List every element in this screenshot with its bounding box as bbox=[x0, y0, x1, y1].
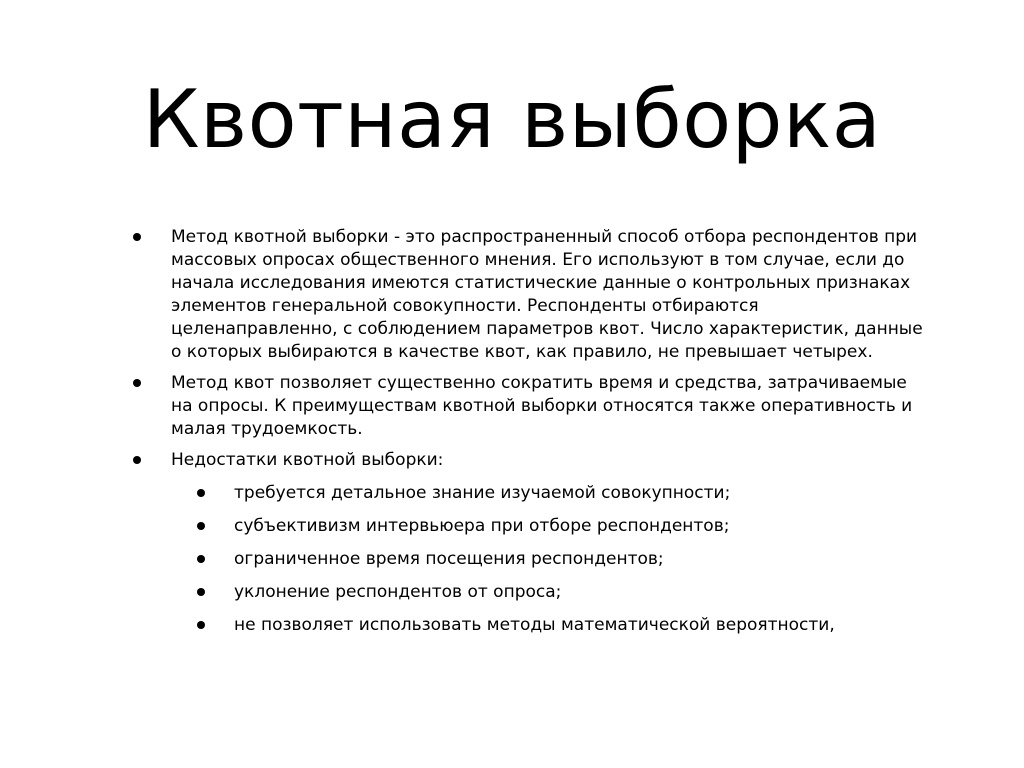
list-item bbox=[130, 449, 930, 472]
bullet-text: Метод квотной выборки - это распространенный способ отбора респондентов при массовых опросах общественного мнения. Его используют в том случае, если до начала исследования имеются статистические данные о контрольных признаках элементов генеральной совокупности. Респонденты отбираются целенаправленно, с соблюдением параметров квот. Число характеристик, данные о которых выбираются в качестве квот, как правило, не превышает четырех. bbox=[171, 227, 923, 362]
bullet-dot-icon bbox=[197, 522, 205, 530]
bullet-dot-icon bbox=[197, 555, 205, 563]
sub-list-item bbox=[130, 515, 930, 538]
sub-bullet-text: не позволяет использовать методы математической вероятности, bbox=[234, 615, 835, 635]
sub-bullet-list bbox=[130, 482, 930, 637]
bullet-list bbox=[130, 226, 930, 472]
bullet-dot-icon bbox=[197, 489, 205, 497]
sub-list-item bbox=[130, 482, 930, 505]
bullet-text: Недостатки квотной выборки: bbox=[171, 450, 444, 470]
list-item bbox=[130, 226, 930, 364]
bullet-dot-icon bbox=[133, 456, 141, 464]
sub-list-item bbox=[130, 614, 930, 637]
bullet-dot-icon bbox=[197, 588, 205, 596]
sub-bullet-text: ограниченное время посещения респондентов; bbox=[234, 549, 664, 569]
sub-bullet-text: уклонение респондентов от опроса; bbox=[234, 582, 562, 602]
sub-list-item bbox=[130, 548, 930, 571]
list-item bbox=[130, 372, 930, 441]
slide-content bbox=[130, 226, 930, 647]
bullet-dot-icon bbox=[133, 233, 141, 241]
bullet-dot-icon bbox=[197, 621, 205, 629]
bullet-text: Метод квот позволяет существенно сократить время и средства, затрачиваемые на опросы. К преимуществам квотной выборки относятся также оперативность и малая трудоемкость. bbox=[171, 373, 913, 439]
slide-title: Квотная выборка bbox=[142, 73, 882, 166]
sub-list-item bbox=[130, 581, 930, 604]
sub-bullet-text: требуется детальное знание изучаемой совокупности; bbox=[234, 483, 731, 503]
sub-bullet-text: субъективизм интервьюера при отборе респондентов; bbox=[234, 516, 730, 536]
bullet-dot-icon bbox=[133, 379, 141, 387]
